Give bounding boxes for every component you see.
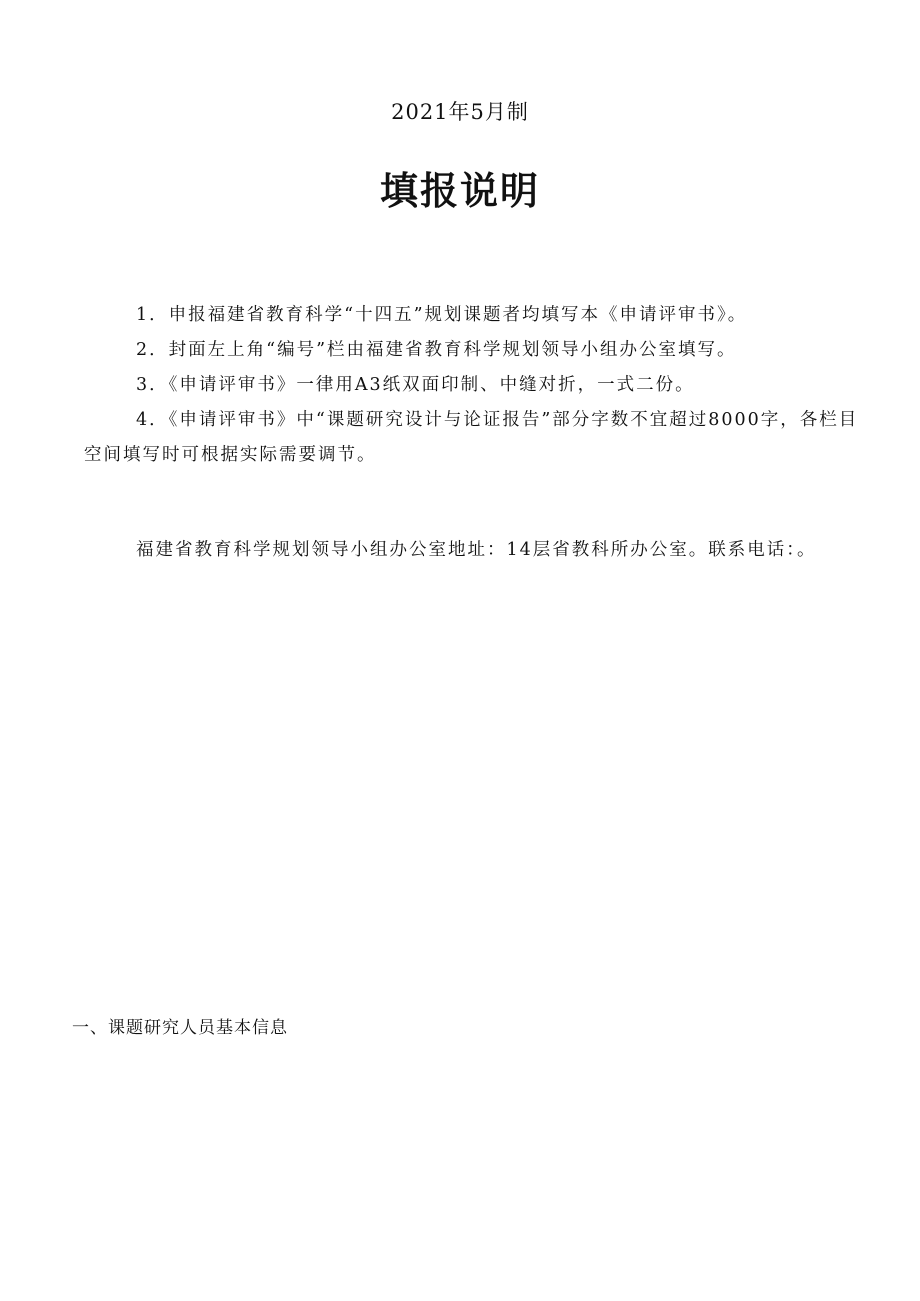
instructions-list xyxy=(84,298,864,473)
section-heading: 一、课题研究人员基本信息 xyxy=(72,1018,288,1038)
contact-info: 福建省教育科学规划领导小组办公室地址：14层省教科所办公室。联系电话：。 xyxy=(136,540,817,560)
instruction-item-4: 4．《申请评审书》中“课题研究设计与论证报告”部分字数不宜超过8000字，各栏目空间填写时可根据实际需要调节。 xyxy=(84,410,859,465)
date-line: 2021年5月制 xyxy=(391,100,529,124)
page-title: 填报说明 xyxy=(379,169,540,213)
instruction-item-2: 2．封面左上角“编号”栏由福建省教育科学规划领导小组办公室填写。 xyxy=(136,340,737,360)
instruction-item-3: 3．《申请评审书》一律用A3纸双面印制、中缝对折，一式二份。 xyxy=(136,375,695,395)
instruction-item-1: 1．申报福建省教育科学“十四五”规划课题者均填写本《申请评审书》。 xyxy=(136,305,748,325)
